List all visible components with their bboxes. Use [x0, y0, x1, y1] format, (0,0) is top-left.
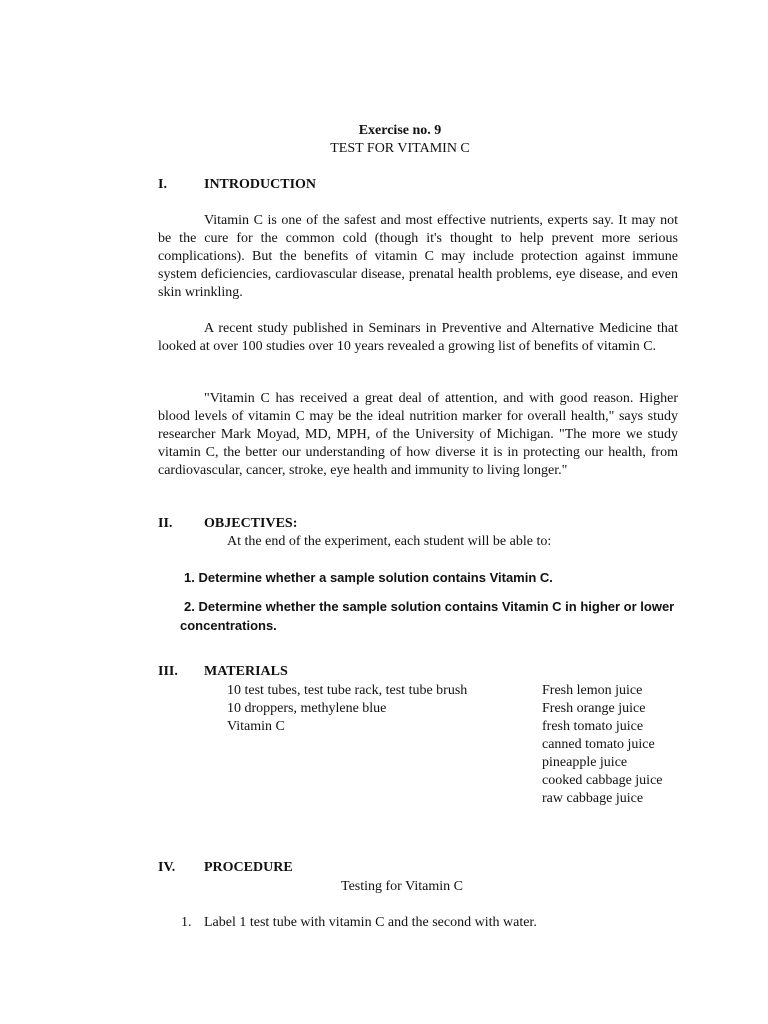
- objective-item-2: 2. Determine whether the sample solution contains Vitamin C in higher or lower: [184, 599, 675, 614]
- objective-item-1: 1. Determine whether a sample solution contains Vitamin C.: [184, 570, 553, 585]
- section-number-objectives: II.: [158, 516, 173, 531]
- section-number-introduction: I.: [158, 177, 167, 192]
- sample-item: canned tomato juice: [542, 737, 655, 752]
- intro-paragraph-1: Vitamin C is one of the safest and most effective nutrients, experts say. It may not be the cure for the common cold (though it's thought to help prevent more serious complications). But the benefits of vitamin C may include protection against immune system deficiencies, cardiovascular disease, prenatal health problems, eye disease, and even skin wrinkling.: [158, 213, 678, 300]
- procedure-step-text: Label 1 test tube with vitamin C and the second with water.: [204, 915, 537, 930]
- document-title: TEST FOR VITAMIN C: [330, 141, 470, 156]
- exercise-number: Exercise no. 9: [358, 123, 442, 138]
- section-heading-introduction: INTRODUCTION: [204, 177, 317, 192]
- procedure-step-number: 1.: [181, 915, 192, 930]
- section-heading-materials: MATERIALS: [204, 664, 288, 679]
- material-item: 10 droppers, methylene blue: [227, 701, 387, 716]
- intro-paragraph-2: A recent study published in Seminars in Preventive and Alternative Medicine that looked at over 100 studies over 10 years revealed a growing list of benefits of vitamin C.: [158, 321, 678, 354]
- sample-item: fresh tomato juice: [542, 719, 644, 734]
- materials-equipment-list: [227, 682, 467, 736]
- sample-item: cooked cabbage juice: [542, 773, 663, 788]
- sample-item: raw cabbage juice: [542, 791, 644, 806]
- procedure-subheading: Testing for Vitamin C: [341, 879, 463, 894]
- section-heading-objectives: OBJECTIVES:: [204, 516, 298, 531]
- sample-item: Fresh lemon juice: [542, 683, 643, 698]
- intro-paragraph-3: "Vitamin C has received a great deal of attention, and with good reason. Higher blood levels of vitamin C may be the ideal nutrition marker for overall health," says study researcher Mark Moyad, MD, MPH, of the University of Michigan. "The more we study vitamin C, the better our understanding of how diverse it is in protecting our health, from cardiovascular, cancer, stroke, eye health and immunity to living longer.": [158, 391, 678, 478]
- section-number-procedure: IV.: [158, 860, 176, 875]
- objectives-intro: At the end of the experiment, each student will be able to:: [227, 534, 552, 549]
- objective-item-2-continued: concentrations.: [180, 618, 277, 633]
- material-item: Vitamin C: [227, 719, 285, 734]
- section-number-materials: III.: [158, 664, 178, 679]
- sample-item: pineapple juice: [542, 755, 628, 770]
- material-item: 10 test tubes, test tube rack, test tube brush: [227, 683, 468, 698]
- sample-item: Fresh orange juice: [542, 701, 646, 716]
- materials-samples-list: [542, 682, 663, 808]
- section-heading-procedure: PROCEDURE: [204, 860, 293, 875]
